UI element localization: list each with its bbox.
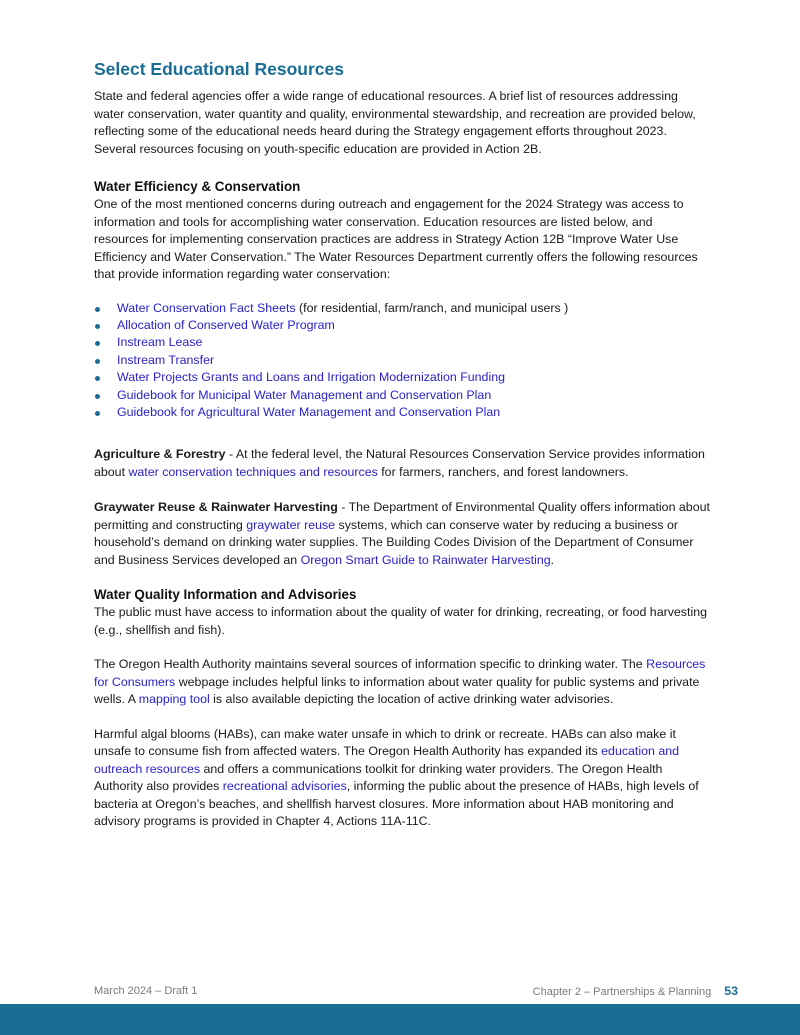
graywater-paragraph: Graywater Reuse & Rainwater Harvesting - The Department of Environmental Quality offers information about permitting and constructing graywater reuse systems, which can conserve water by reducing a business or household’s demand on drinking water supplies. The Building Codes Division of the Department of Consumer and Business Services developed an Oregon Smart Guide to Rainwater Harvesting. xyxy=(94,500,710,567)
footer-date: March 2024 – Draft 1 xyxy=(94,985,198,997)
agriculture-paragraph: Agriculture & Forestry - At the federal level, the Natural Resources Conservation Service provides information about water conservation techniques and resources for farmers, ranchers, and forest landowners. xyxy=(94,447,705,479)
list-item xyxy=(94,387,710,404)
quality-paragraph-2: The Oregon Health Authority maintains several sources of information specific to drinking water. The Resources for Consumers webpage includes helpful links to information about water quality for public systems and private wells. A mapping tool is also available depicting the location of active drinking water advisories. xyxy=(94,657,706,707)
link-instream-lease[interactable]: Instream Lease xyxy=(117,335,203,350)
link-rainwater-guide[interactable]: Oregon Smart Guide to Rainwater Harvesting xyxy=(300,552,551,567)
graywater-lead: Graywater Reuse & Rainwater Harvesting xyxy=(94,500,338,515)
quality-paragraph-3: Harmful algal blooms (HABs), can make water unsafe in which to drink or recreate. HABs can also make it unsafe to consume fish from affected waters. The Oregon Health Authority has expanded its education and outreach resources and offers a communications toolkit for drinking water providers. The Oregon Health Authority also provides recreational advisories, informing the public about the presence of HABs, high levels of bacteria at Oregon’s beaches, and shellfish harvest closures. More information about HAB monitoring and advisory programs is provided in Chapter 4, Actions 11A-11C. xyxy=(94,726,699,829)
link-fact-sheets[interactable]: Water Conservation Fact Sheets xyxy=(117,300,296,315)
agriculture-lead: Agriculture & Forestry xyxy=(94,447,226,462)
link-conservation-techniques[interactable]: water conservation techniques and resources xyxy=(128,464,378,479)
resource-list xyxy=(94,300,710,422)
list-item xyxy=(94,317,710,334)
link-mapping-tool[interactable]: mapping tool xyxy=(138,692,210,707)
quality-heading: Water Quality Information and Advisories xyxy=(94,587,357,603)
link-agricultural-guidebook[interactable]: Guidebook for Agricultural Water Management and Conservation Plan xyxy=(117,404,501,419)
list-item xyxy=(94,352,710,369)
efficiency-heading: Water Efficiency & Conservation xyxy=(94,179,301,194)
link-conserved-water[interactable]: Allocation of Conserved Water Program xyxy=(117,317,335,332)
list-item xyxy=(94,334,710,351)
intro-paragraph: State and federal agencies offer a wide range of educational resources. A brief list of resources addressing water conservation, water quantity and quality, environmental stewardship, and recreation are provided below, reflecting some of the educational needs heard during the Strategy engagement efforts throughout 2023. Several resources focusing on youth-specific education are provided in Action 2B. xyxy=(94,89,696,156)
link-education-outreach[interactable]: education and outreach resources xyxy=(94,744,680,776)
link-recreational-advisories[interactable]: recreational advisories xyxy=(222,779,347,794)
footer-chapter: Chapter 2 – Partnerships & Planning xyxy=(532,986,712,998)
list-item xyxy=(94,404,710,421)
link-resources-consumers[interactable]: Resources for Consumers xyxy=(94,657,706,689)
footer-band xyxy=(0,1004,800,1035)
link-graywater-reuse[interactable]: graywater reuse xyxy=(246,517,336,532)
page-footer xyxy=(94,983,738,999)
page-content xyxy=(94,58,710,831)
page-number: 53 xyxy=(724,984,738,998)
link-municipal-guidebook[interactable]: Guidebook for Municipal Water Management and Conservation Plan xyxy=(117,387,492,402)
list-item xyxy=(94,369,710,386)
efficiency-paragraph: One of the most mentioned concerns during outreach and engagement for the 2024 Strategy was access to information and tools for accomplishing water conservation. Education resources are listed below, and resources for implementing conservation practices are address in Strategy Action 12B “Improve Water Use Efficiency and Water Conservation.” The Water Resources Department currently offers the following resources that provide information regarding water conservation: xyxy=(94,197,698,281)
link-grants-loans[interactable]: Water Projects Grants and Loans and Irrigation Modernization Funding xyxy=(117,370,505,385)
link-instream-transfer[interactable]: Instream Transfer xyxy=(117,352,215,367)
list-item: Water Conservation Fact Sheets (for residential, farm/ranch, and municipal users ) xyxy=(94,300,710,317)
page-title: Select Educational Resources xyxy=(94,59,344,79)
footer-right xyxy=(533,983,738,1000)
quality-paragraph-1: The public must have access to information about the quality of water for drinking, recreating, or food harvesting (e.g., shellfish and fish). xyxy=(94,605,707,637)
